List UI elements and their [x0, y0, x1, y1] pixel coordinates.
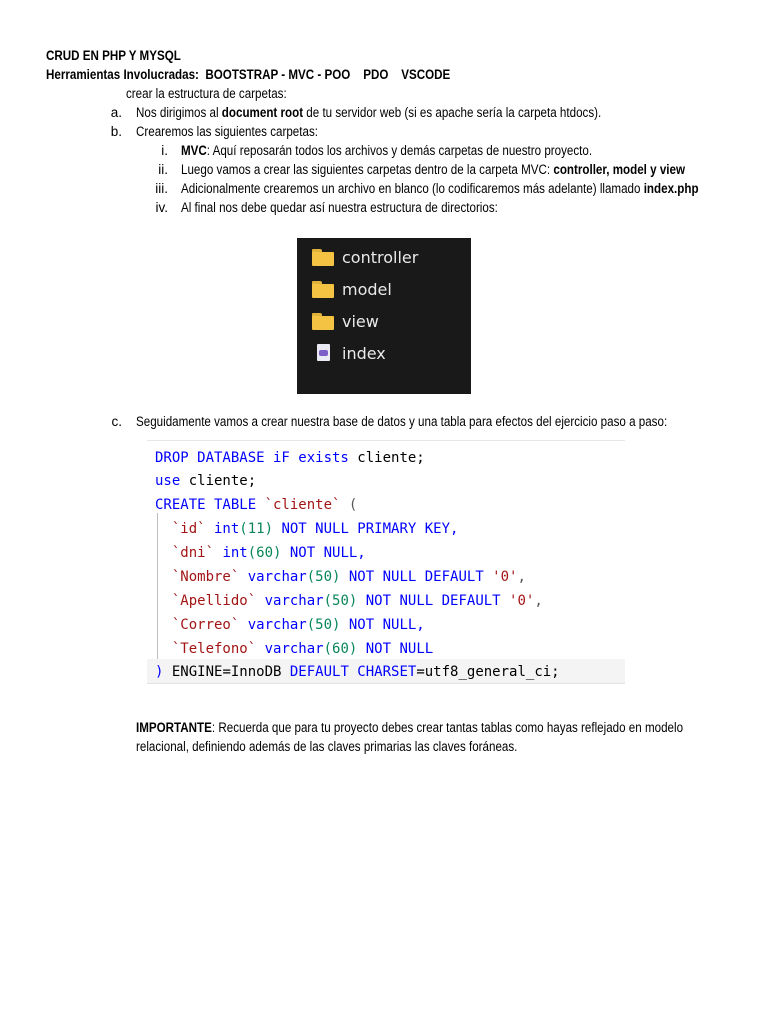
code-line-9: `Telefono` varchar(60) NOT NULL [171, 641, 434, 657]
item-a-marker: a. [110, 105, 122, 120]
subitem-ii-bold: controller, model y view [553, 162, 686, 177]
folder-icon [312, 248, 334, 266]
subitem-iii-marker: iii. [155, 181, 168, 196]
item-a-pre: Nos dirigimos al [136, 105, 222, 120]
folder-item-controller [312, 246, 418, 268]
folder-item-model [312, 278, 392, 300]
item-c-marker: c. [111, 414, 122, 429]
document-title: CRUD EN PHP Y MYSQL [46, 48, 181, 63]
important-text-1: : Recuerda que para tu proyecto debes crear tantas tablas como hayas reflejado en modelo [211, 720, 684, 735]
code-line-2: use cliente; [155, 473, 257, 489]
important-label: IMPORTANTE [136, 720, 212, 735]
code-line-8: `Correo` varchar(50) NOT NULL, [171, 617, 425, 633]
folder-label: model [342, 279, 392, 299]
folder-icon [312, 312, 334, 330]
directory-structure-image [297, 238, 471, 394]
code-line-5: `dni` int(60) NOT NULL, [171, 545, 366, 561]
important-note-line-1 [136, 720, 683, 736]
item-a-text [136, 105, 601, 121]
subitem-iii-pre: Adicionalmente crearemos un archivo en blanco (lo codificaremos más adelante) llamado [181, 181, 644, 196]
subitem-iv-marker: iv. [155, 200, 168, 215]
tools-label: Herramientas Involucradas: [46, 67, 199, 82]
subitem-i-bold: MVC [181, 143, 207, 158]
subitem-iv-text: Al final nos debe quedar así nuestra estructura de directorios: [181, 200, 498, 215]
folder-icon [312, 280, 334, 298]
subitem-i-marker: i. [161, 143, 168, 158]
item-b-text: Crearemos las siguientes carpetas: [136, 124, 318, 139]
folder-item-view [312, 310, 379, 332]
code-line-4: `id` int(11) NOT NULL PRIMARY KEY, [171, 521, 459, 537]
item-c-text: Seguidamente vamos a crear nuestra base de datos y una tabla para efectos del ejercicio paso a paso: [136, 414, 668, 429]
tools-line [46, 67, 450, 83]
code-line-7: `Apellido` varchar(50) NOT NULL DEFAULT '0', [171, 593, 543, 609]
folder-label: controller [342, 247, 419, 267]
item-a-post: de tu servidor web (si es apache sería la carpeta htdocs). [303, 105, 602, 120]
php-file-icon [312, 344, 334, 362]
item-b-marker: b. [110, 124, 122, 139]
subitem-ii-text [181, 162, 685, 178]
subitem-ii-pre: Luego vamos a crear las siguientes carpetas dentro de la carpeta MVC: [181, 162, 554, 177]
code-line-6: `Nombre` varchar(50) NOT NULL DEFAULT '0', [171, 569, 526, 585]
code-line-3: CREATE TABLE `cliente` ( [155, 497, 358, 513]
important-note-line-2: relacional, definiendo además de las claves primarias las claves foráneas. [136, 739, 518, 754]
subitem-iii-text [181, 181, 699, 197]
file-item-index [312, 342, 386, 364]
sql-code-block [147, 440, 625, 685]
subitem-i-text [181, 143, 592, 159]
intro-text: crear la estructura de carpetas: [126, 86, 287, 101]
folder-label: view [342, 311, 379, 331]
subitem-iii-bold: index.php [643, 181, 699, 196]
code-line-10: ) ENGINE=InnoDB DEFAULT CHARSET=utf8_general_ci; [155, 664, 560, 680]
code-line-1: DROP DATABASE iF exists cliente; [155, 450, 425, 466]
subitem-ii-marker: ii. [158, 162, 168, 177]
file-label: index [342, 343, 386, 363]
item-a-bold: document root [221, 105, 304, 120]
subitem-i-post: : Aquí reposarán todos los archivos y demás carpetas de nuestro proyecto. [206, 143, 593, 158]
tools-value: BOOTSTRAP - MVC - POO PDO VSCODE [205, 67, 451, 82]
